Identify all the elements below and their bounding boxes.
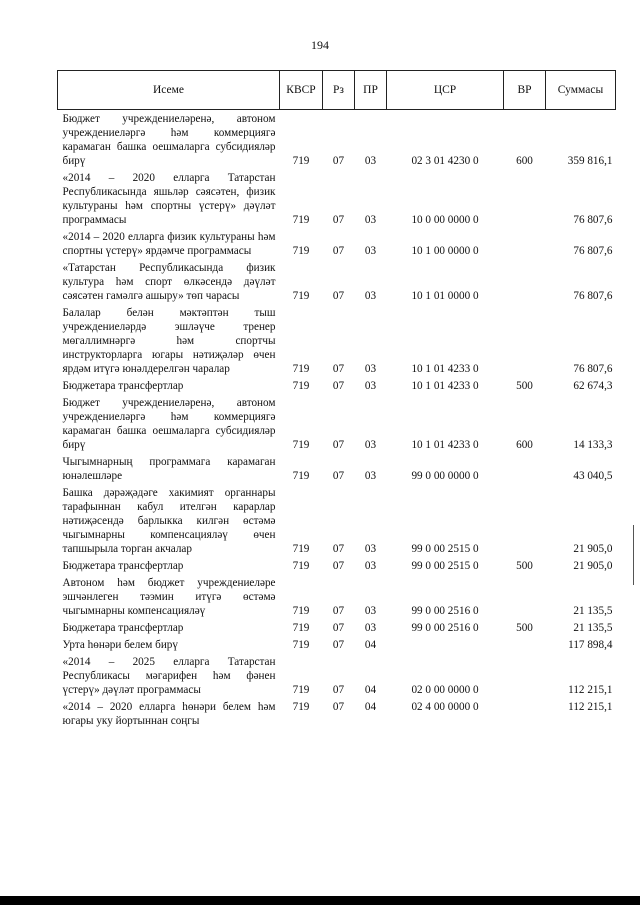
- row-csr: 10 1 01 0000 0: [411, 290, 479, 302]
- header-name: Исеме: [58, 71, 280, 110]
- row-vr: 500: [516, 380, 533, 392]
- row-name: Бюджет учреждениеләренә, автоном учреждениеләргә һәм коммерциягә карамаган башка оешмаларга субсидияләр бирү: [62, 113, 276, 167]
- row-pr: 03: [364, 363, 377, 375]
- row-sum: 14 133,3: [573, 439, 613, 451]
- row-kvsr: 719: [292, 363, 310, 375]
- row-pr: 03: [364, 245, 377, 257]
- row-vr: [504, 484, 546, 557]
- page-number: 194: [311, 38, 329, 52]
- row-pr: 03: [364, 155, 377, 167]
- row-vr: [504, 653, 546, 698]
- table-row: [58, 653, 616, 698]
- table-row: [58, 557, 616, 574]
- row-rz: 07: [332, 363, 345, 375]
- row-vr: 600: [516, 439, 533, 451]
- row-pr: 03: [364, 214, 377, 226]
- row-pr: 03: [364, 290, 377, 302]
- row-pr: 04: [364, 684, 377, 696]
- table-row: [58, 636, 616, 653]
- row-kvsr: 719: [292, 639, 310, 651]
- table-row: [58, 110, 616, 170]
- row-kvsr: 719: [292, 605, 310, 617]
- row-vr: [504, 636, 546, 653]
- row-csr: 10 1 01 4233 0: [411, 380, 479, 392]
- header-kvsr: КВСР: [280, 71, 323, 110]
- row-kvsr: 719: [292, 439, 310, 451]
- row-name: Бюджетара трансфертлар: [62, 622, 184, 634]
- row-sum: 21 905,0: [573, 560, 613, 572]
- scan-border-bar: [0, 896, 640, 905]
- row-name: Бюджет учреждениеләренә, автоном учреждениеләргә һәм коммерциягә карамаган башка оешмаларга субсидияләр бирү: [62, 397, 276, 451]
- row-kvsr: 719: [292, 380, 310, 392]
- row-sum: 21 905,0: [573, 543, 613, 555]
- row-pr: 03: [364, 605, 377, 617]
- row-csr: 10 1 01 4233 0: [411, 363, 479, 375]
- row-pr: 03: [364, 560, 377, 572]
- row-csr: 02 0 00 0000 0: [411, 684, 479, 696]
- table-row: [58, 169, 616, 228]
- table-row: [58, 484, 616, 557]
- row-csr: 99 0 00 2515 0: [411, 543, 479, 555]
- table-row: [58, 228, 616, 259]
- header-rz: Рз: [323, 71, 355, 110]
- row-rz: 07: [332, 439, 345, 451]
- row-rz: 07: [332, 214, 345, 226]
- row-vr: 500: [516, 560, 533, 572]
- row-sum: 21 135,5: [573, 605, 613, 617]
- row-vr: [504, 259, 546, 304]
- row-kvsr: 719: [292, 543, 310, 555]
- row-name: Балалар белән мәктәптән тыш учреждениеләрдә эшләүче тренер мөгаллимнәргә һәм спортчы инструкторларга югары нәтиҗәләр өчен ярдәм итүгә юнәлдерелгән чаралар: [62, 307, 276, 375]
- row-rz: 07: [332, 380, 345, 392]
- row-csr: 10 1 00 0000 0: [411, 245, 479, 257]
- row-vr: [504, 304, 546, 377]
- row-csr: 99 0 00 2515 0: [411, 560, 479, 572]
- table-header-row: [58, 71, 616, 110]
- row-name: Бюджетара трансфертлар: [62, 380, 184, 392]
- row-kvsr: 719: [292, 622, 310, 634]
- row-csr: 10 0 00 0000 0: [411, 214, 479, 226]
- row-sum: 76 807,6: [573, 290, 613, 302]
- row-kvsr: 719: [292, 684, 310, 696]
- header-csr: ЦСР: [387, 71, 504, 110]
- row-name: Бюджетара трансфертлар: [62, 560, 184, 572]
- table-row: [58, 304, 616, 377]
- row-csr: 99 0 00 2516 0: [411, 605, 479, 617]
- row-csr: 02 4 00 0000 0: [411, 701, 479, 713]
- row-pr: 04: [364, 639, 377, 651]
- row-vr: 600: [516, 155, 533, 167]
- row-rz: 07: [332, 684, 345, 696]
- header-pr: ПР: [355, 71, 387, 110]
- row-vr: [504, 453, 546, 484]
- row-kvsr: 719: [292, 701, 310, 713]
- row-name: «2014 – 2025 елларга Татарстан Республикасы мәгарифен һәм фәнен үстерү» дәүләт программасы: [62, 656, 276, 696]
- row-csr: 10 1 01 4233 0: [411, 439, 479, 451]
- row-sum: 62 674,3: [573, 380, 613, 392]
- table-row: [58, 377, 616, 394]
- row-pr: 03: [364, 543, 377, 555]
- row-csr: [387, 636, 504, 653]
- table-row: [58, 453, 616, 484]
- row-vr: [504, 574, 546, 619]
- row-sum: 76 807,6: [573, 363, 613, 375]
- row-name: Урта һөнәри белем бирү: [62, 639, 178, 651]
- row-name: Автоном һәм бюджет учреждениеләре эшчәнлеген тәэмин итүгә өстәмә чыгымнарны компенсацияләү: [62, 577, 276, 617]
- row-pr: 03: [364, 439, 377, 451]
- row-sum: 117 898,4: [568, 639, 613, 651]
- table-row: [58, 619, 616, 636]
- row-kvsr: 719: [292, 214, 310, 226]
- row-vr: [504, 228, 546, 259]
- table-row: [58, 259, 616, 304]
- row-name: «Татарстан Республикасында физик культура һәм спорт өлкәсендә дәүләт сәясәтен гамәлгә ашыру» төп чарасы: [62, 262, 276, 302]
- row-rz: 07: [332, 639, 345, 651]
- row-rz: 07: [332, 701, 345, 713]
- row-name: «2014 – 2020 елларга һөнәри белем һәм югары уку йортыннан соңгы: [62, 701, 276, 727]
- row-name: «2014 – 2020 елларга физик культураны һәм спортны үстерү» ярдәмче программасы: [62, 231, 276, 257]
- row-sum: 76 807,6: [573, 214, 613, 226]
- row-kvsr: 719: [292, 155, 310, 167]
- row-rz: 07: [332, 543, 345, 555]
- row-csr: 99 0 00 0000 0: [411, 470, 479, 482]
- budget-table: [57, 70, 616, 729]
- row-name: «2014 – 2020 елларга Татарстан Республикасында яшьләр сәясәтен, физик культураны һәм спортны үстерү» дәүләт программасы: [62, 172, 276, 226]
- table-row: [58, 574, 616, 619]
- header-sum: Суммасы: [546, 71, 616, 110]
- row-vr: [504, 169, 546, 228]
- row-pr: 03: [364, 622, 377, 634]
- row-rz: 07: [332, 622, 345, 634]
- scan-edge-mark: [633, 525, 634, 585]
- row-rz: 07: [332, 470, 345, 482]
- row-sum: 359 816,1: [567, 155, 613, 167]
- row-kvsr: 719: [292, 560, 310, 572]
- row-sum: 21 135,5: [573, 622, 613, 634]
- row-name: Чыгымнарның программага карамаган юнәлешләре: [62, 456, 276, 482]
- row-sum: 76 807,6: [573, 245, 613, 257]
- row-rz: 07: [332, 155, 345, 167]
- row-vr: [504, 698, 546, 729]
- row-pr: 03: [364, 470, 377, 482]
- row-kvsr: 719: [292, 290, 310, 302]
- row-kvsr: 719: [292, 470, 310, 482]
- row-rz: 07: [332, 245, 345, 257]
- row-kvsr: 719: [292, 245, 310, 257]
- row-csr: 02 3 01 4230 0: [411, 155, 479, 167]
- row-rz: 07: [332, 560, 345, 572]
- row-rz: 07: [332, 290, 345, 302]
- table-row: [58, 698, 616, 729]
- row-sum: 112 215,1: [568, 684, 613, 696]
- row-pr: 03: [364, 380, 377, 392]
- row-sum: 43 040,5: [573, 470, 613, 482]
- row-vr: 500: [516, 622, 533, 634]
- row-sum: 112 215,1: [568, 701, 613, 713]
- row-name: Башка дәрәҗәдәге хакимият органнары тарафыннан кабул ителгән карарлар нәтиҗәсендә барлыкка килгән өстәмә чыгымнарны компенсацияләү өчен тапшырыла торган акчалар: [62, 487, 276, 555]
- header-vr: ВР: [504, 71, 546, 110]
- row-pr: 04: [364, 701, 377, 713]
- row-rz: 07: [332, 605, 345, 617]
- table-row: [58, 394, 616, 453]
- row-csr: 99 0 00 2516 0: [411, 622, 479, 634]
